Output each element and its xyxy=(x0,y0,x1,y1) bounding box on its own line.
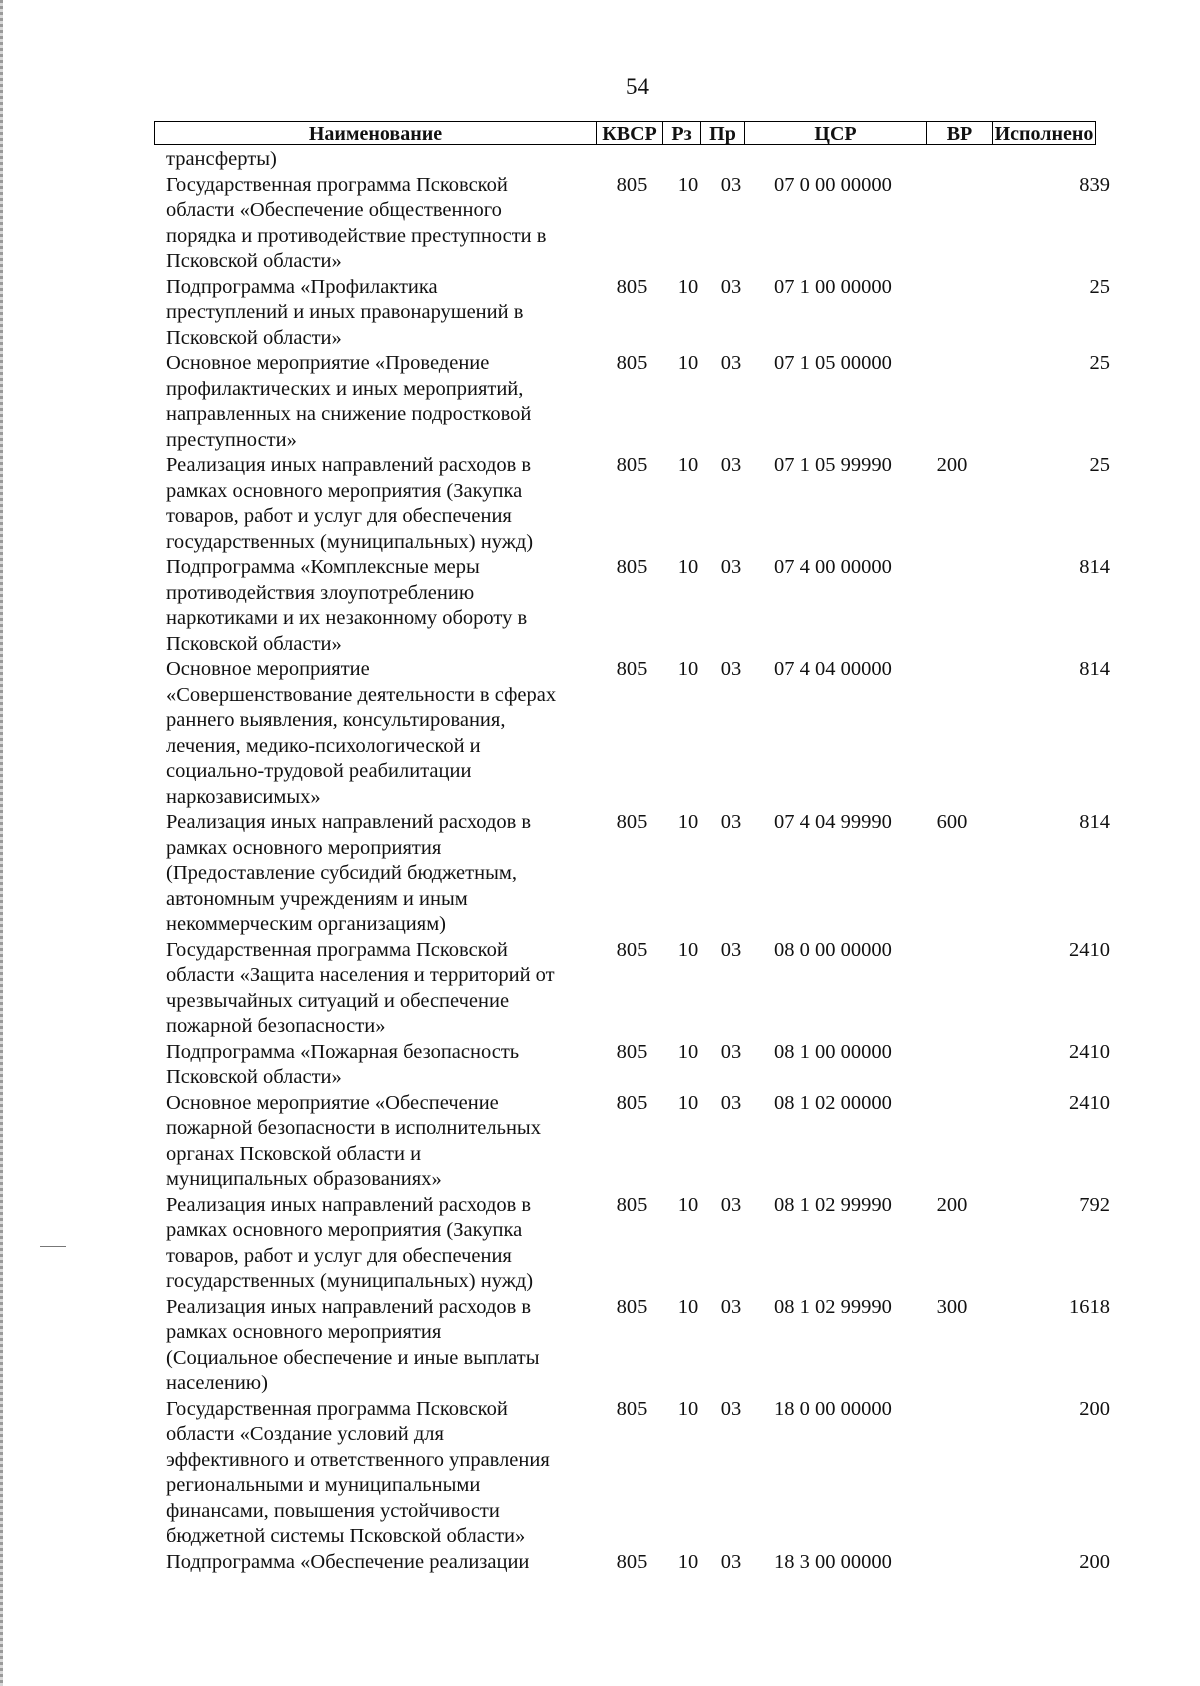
table-row xyxy=(0,351,1200,453)
cell-kvsr: 805 xyxy=(616,1397,648,1420)
row-name: Реализация иных направлений расходов в рамках основного мероприятия (Социальное обеспечение и иные выплаты населению) xyxy=(166,1295,540,1394)
cell-done: 1618 xyxy=(1069,1295,1110,1318)
cell-rz: 10 xyxy=(677,1295,699,1318)
header-done: Исполнено xyxy=(992,121,1096,145)
cell-rz: 10 xyxy=(677,1550,699,1573)
cell-vr: 600 xyxy=(936,811,968,833)
table-row xyxy=(0,938,1200,1040)
header-name: Наименование xyxy=(154,121,596,145)
cell-done: 200 xyxy=(1079,1397,1110,1420)
cell-kvsr: 805 xyxy=(616,275,648,298)
table-row xyxy=(0,1295,1200,1397)
cell-kvsr: 805 xyxy=(616,1193,648,1216)
row-name: Государственная программа Псковской области «Обеспечение общественного порядка и противодействие преступности в Псковской области» xyxy=(166,173,547,272)
table-body xyxy=(0,147,1200,1575)
cell-kvsr: 805 xyxy=(616,173,648,196)
cell-pr: 03 xyxy=(720,658,742,680)
cell-rz: 10 xyxy=(677,352,699,374)
table-row xyxy=(0,555,1200,657)
cell-csr: 07 4 00 00000 xyxy=(774,556,892,578)
row-name: Основное мероприятие «Проведение профилактических и иных мероприятий, направленных на снижение подростковой преступности» xyxy=(166,352,532,451)
cell-csr: 08 1 00 00000 xyxy=(774,1040,892,1063)
header-rz: Рз xyxy=(662,121,700,145)
cell-csr: 08 0 00 00000 xyxy=(774,938,892,961)
row-name: Подпрограмма «Пожарная безопасность Псковской области» xyxy=(166,1040,520,1088)
header-kvsr: КВСР xyxy=(596,121,662,145)
cell-pr: 03 xyxy=(720,1091,742,1114)
cell-csr: 07 1 00 00000 xyxy=(774,275,892,298)
cell-pr: 03 xyxy=(720,556,742,578)
cell-kvsr: 805 xyxy=(616,556,648,578)
cell-done: 200 xyxy=(1079,1550,1110,1573)
cell-kvsr: 805 xyxy=(616,811,648,833)
row-name: Основное мероприятие «Совершенствование деятельности в сферах раннего выявления, консультирования, лечения, медико-психологической и социально-трудовой реабилитации наркозависимых» xyxy=(166,658,557,808)
header-csr: ЦСР xyxy=(744,121,926,145)
cell-rz: 10 xyxy=(677,454,699,476)
cell-rz: 10 xyxy=(677,1397,699,1420)
cell-rz: 10 xyxy=(677,173,699,196)
cell-kvsr: 805 xyxy=(616,352,648,374)
cell-done: 792 xyxy=(1079,1193,1110,1216)
cell-kvsr: 805 xyxy=(616,1091,648,1114)
cell-kvsr: 805 xyxy=(616,1040,648,1063)
cell-kvsr: 805 xyxy=(616,938,648,961)
table-row xyxy=(0,173,1200,275)
cell-csr: 07 1 05 99990 xyxy=(774,454,892,476)
cell-csr: 07 4 04 00000 xyxy=(774,658,892,680)
row-name: Основное мероприятие «Обеспечение пожарной безопасности в исполнительных органах Псковской области и муниципальных образованиях» xyxy=(166,1091,541,1190)
cell-rz: 10 xyxy=(677,1193,699,1216)
header-vr: ВР xyxy=(926,121,992,145)
cell-rz: 10 xyxy=(677,556,699,578)
cell-pr: 03 xyxy=(720,1040,742,1063)
cell-pr: 03 xyxy=(720,173,742,196)
cell-pr: 03 xyxy=(720,454,742,476)
cell-pr: 03 xyxy=(720,1193,742,1216)
cell-rz: 10 xyxy=(677,658,699,680)
cell-vr: 300 xyxy=(936,1295,968,1318)
cell-csr: 08 1 02 99990 xyxy=(774,1295,892,1318)
cell-done: 814 xyxy=(1079,811,1110,833)
cell-done: 814 xyxy=(1079,658,1110,680)
cell-pr: 03 xyxy=(720,1550,742,1573)
row-name: Реализация иных направлений расходов в рамках основного мероприятия (Предоставление субсидий бюджетным, автономным учреждениям и иным некоммерческим организациям) xyxy=(166,811,532,935)
cell-kvsr: 805 xyxy=(616,1295,648,1318)
header-pr: Пр xyxy=(700,121,744,145)
table-row xyxy=(0,1550,1200,1576)
table-row xyxy=(0,1193,1200,1295)
row-name: Реализация иных направлений расходов в рамках основного мероприятия (Закупка товаров, работ и услуг для обеспечения государственных (муниципальных) нужд) xyxy=(166,1193,534,1292)
cell-done: 839 xyxy=(1079,173,1110,196)
cell-vr: 200 xyxy=(936,1193,968,1216)
table-row xyxy=(0,657,1200,810)
row-name: трансферты) xyxy=(166,148,277,170)
table-row-continuation xyxy=(0,147,1200,173)
cell-csr: 08 1 02 99990 xyxy=(774,1193,892,1216)
cell-done: 2410 xyxy=(1069,938,1110,961)
cell-pr: 03 xyxy=(720,938,742,961)
row-name: Государственная программа Псковской области «Создание условий для эффективного и ответственного управления региональными и муниципальными финансами, повышения устойчивости бюджетной системы Псковской области» xyxy=(166,1397,550,1547)
cell-pr: 03 xyxy=(720,1397,742,1420)
cell-done: 25 xyxy=(1089,454,1110,476)
table-row xyxy=(0,453,1200,555)
row-name: Государственная программа Псковской области «Защита населения и территорий от чрезвычайных ситуаций и обеспечение пожарной безопасности» xyxy=(166,938,555,1037)
row-name: Реализация иных направлений расходов в рамках основного мероприятия (Закупка товаров, работ и услуг для обеспечения государственных (муниципальных) нужд) xyxy=(166,454,534,553)
cell-done: 2410 xyxy=(1069,1091,1110,1114)
cell-rz: 10 xyxy=(677,811,699,833)
cell-pr: 03 xyxy=(720,1295,742,1318)
cell-vr: 200 xyxy=(936,454,968,476)
page-number: 54 xyxy=(626,74,649,99)
table-row xyxy=(0,1040,1200,1091)
cell-done: 2410 xyxy=(1069,1040,1110,1063)
cell-rz: 10 xyxy=(677,938,699,961)
cell-done: 25 xyxy=(1089,275,1110,298)
table-row xyxy=(0,810,1200,938)
cell-rz: 10 xyxy=(677,275,699,298)
cell-kvsr: 805 xyxy=(616,658,648,680)
cell-rz: 10 xyxy=(677,1091,699,1114)
cell-kvsr: 805 xyxy=(616,454,648,476)
row-name: Подпрограмма «Комплексные меры противодействия злоупотреблению наркотиками и их незаконному обороту в Псковской области» xyxy=(166,556,528,655)
cell-done: 25 xyxy=(1089,352,1110,374)
cell-csr: 07 4 04 99990 xyxy=(774,811,892,833)
cell-csr: 07 1 05 00000 xyxy=(774,352,892,374)
cell-kvsr: 805 xyxy=(616,1550,648,1573)
row-name: Подпрограмма «Обеспечение реализации xyxy=(166,1550,530,1573)
table-row xyxy=(0,1397,1200,1550)
cell-pr: 03 xyxy=(720,811,742,833)
table-row xyxy=(0,275,1200,352)
cell-csr: 18 0 00 00000 xyxy=(774,1397,892,1420)
cell-csr: 18 3 00 00000 xyxy=(774,1550,892,1573)
cell-done: 814 xyxy=(1079,556,1110,578)
cell-rz: 10 xyxy=(677,1040,699,1063)
cell-csr: 08 1 02 00000 xyxy=(774,1091,892,1114)
row-name: Подпрограмма «Профилактика преступлений и иных правонарушений в Псковской области» xyxy=(166,275,524,349)
table-row xyxy=(0,1091,1200,1193)
cell-pr: 03 xyxy=(720,352,742,374)
cell-csr: 07 0 00 00000 xyxy=(774,173,892,196)
cell-pr: 03 xyxy=(720,275,742,298)
